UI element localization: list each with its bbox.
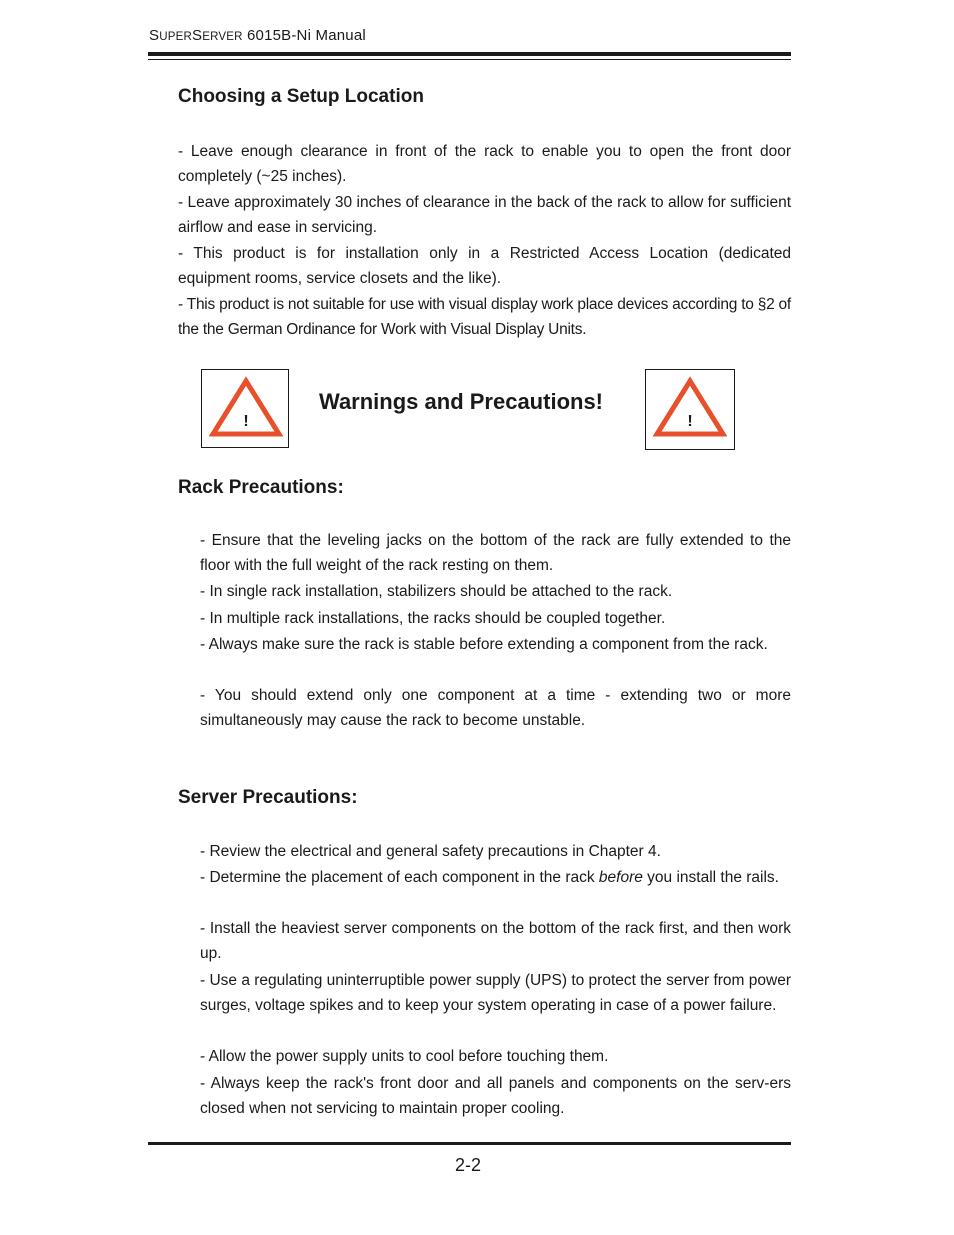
rack-item: - Always make sure the rack is stable before extending a component from the rack. [200, 636, 768, 653]
header-rule [148, 52, 791, 56]
svg-text:!: ! [243, 413, 249, 430]
warning-triangle-icon [209, 376, 283, 440]
server-item: - Install the heaviest server components on the bottom of the rack first, and then work up. [200, 920, 791, 962]
page-number: 2-2 [455, 1155, 482, 1175]
warning-box-right [645, 369, 735, 450]
rack-item: - Ensure that the leveling jacks on the bottom of the rack are fully extended to the floor with the full weight of the rack resting on them. [200, 532, 791, 574]
header-rule-thin [148, 59, 791, 60]
setup-item: - Leave enough clearance in front of the rack to enable you to open the front door completely (~25 inches). [178, 143, 791, 185]
setup-heading: Choosing a Setup Location [178, 86, 424, 107]
running-header: SUPERSERVER 6015B-Ni Manual [149, 27, 366, 44]
server-item: - Review the electrical and general safety precautions in Chapter 4. [200, 843, 661, 860]
rack-item: - In single rack installation, stabilizers should be attached to the rack. [200, 583, 673, 600]
setup-item: - Leave approximately 30 inches of clearance in the back of the rack to allow for sufficient airflow and ease in servicing. [178, 194, 791, 236]
emphasis-before: before [598, 869, 643, 886]
server-item: - Use a regulating uninterruptible power supply (UPS) to protect the server from power surges, voltage spikes and to keep your system operating in case of a power failure. [200, 972, 791, 1014]
warning-box-left [201, 369, 289, 448]
footer-rule [148, 1142, 791, 1145]
server-item: - Always keep the rack's front door and all panels and components on the serv-ers closed when not servicing to maintain proper cooling. [200, 1075, 791, 1117]
server-item: - Determine the placement of each component in the rack before you install the rails. [200, 869, 779, 886]
svg-text:!: ! [687, 413, 693, 430]
rack-item: - In multiple rack installations, the racks should be coupled together. [200, 610, 666, 627]
warning-triangle-icon [653, 376, 727, 440]
server-item: - Allow the power supply units to cool before touching them. [200, 1048, 609, 1065]
warnings-title: Warnings and Precautions! [319, 389, 604, 414]
server-heading: Server Precautions: [178, 787, 358, 808]
rack-heading: Rack Precautions: [178, 477, 344, 498]
setup-item: - This product is not suitable for use with visual display work place devices according to §2 of the the German Ordinance for Work with Visual Display Units. [178, 296, 791, 338]
setup-item: - This product is for installation only in a Restricted Access Location (dedicated equipment rooms, service closets and the like). [178, 245, 791, 287]
rack-item: - You should extend only one component at a time - extending two or more simultaneously may cause the rack to become unstable. [200, 687, 791, 729]
